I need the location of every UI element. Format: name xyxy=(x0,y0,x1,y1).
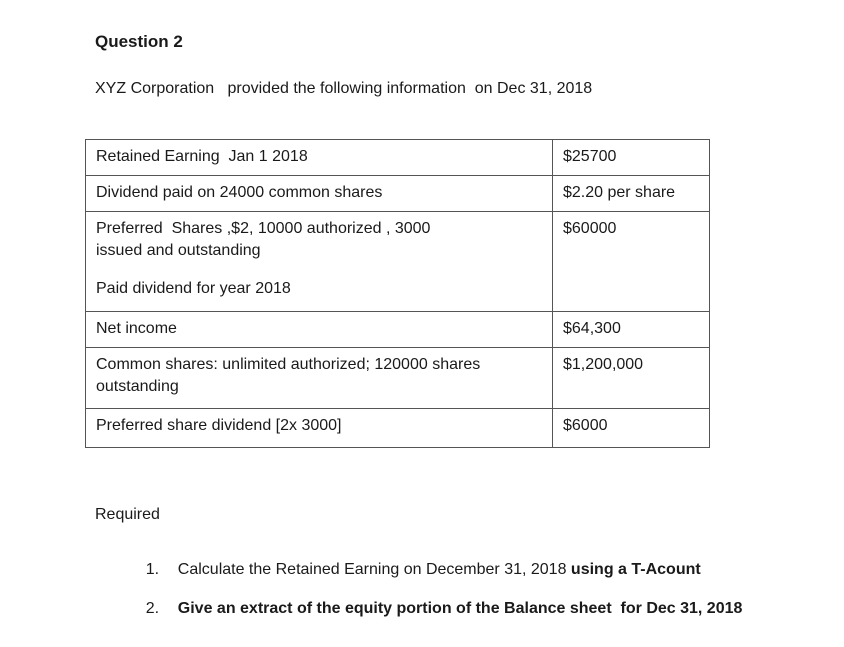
intro-text: XYZ Corporation provided the following information on Dec 31, 2018 xyxy=(95,80,593,97)
table-row xyxy=(86,176,710,212)
table-row xyxy=(86,212,710,312)
row-value: $6000 xyxy=(553,409,710,448)
item-bold-text: Give an extract of the equity portion of the Balance sheet for Dec 31, 2018 xyxy=(177,600,743,617)
row-description: Dividend paid on 24000 common shares xyxy=(96,184,383,201)
item-number: 2. xyxy=(145,600,160,617)
requirements-list xyxy=(128,543,742,621)
list-item xyxy=(128,543,742,582)
row-description-cell xyxy=(86,409,553,448)
table-row xyxy=(86,409,710,448)
table-row xyxy=(86,312,710,348)
row-description-extra: Paid dividend for year 2018 xyxy=(96,280,291,297)
item-bold-text: using a T-Acount xyxy=(570,561,701,578)
row-description: Preferred share dividend [2x 3000] xyxy=(96,417,342,434)
required-heading: Required xyxy=(95,506,160,523)
table-row xyxy=(86,140,710,176)
information-table xyxy=(85,139,710,448)
row-description-cell xyxy=(86,348,553,409)
row-description-cell xyxy=(86,140,553,176)
row-value: $60000 xyxy=(553,212,710,312)
table-row xyxy=(86,348,710,409)
row-description: Retained Earning Jan 1 2018 xyxy=(96,148,308,165)
list-item xyxy=(128,582,742,621)
row-description: Net income xyxy=(96,320,177,337)
row-value: $2.20 per share xyxy=(553,176,710,212)
row-description-cell xyxy=(86,312,553,348)
row-description-cell xyxy=(86,176,553,212)
row-description: Preferred Shares ,$2, 10000 authorized , 3000 issued and outstanding xyxy=(96,220,435,259)
row-description-cell xyxy=(86,212,553,312)
question-title: Question 2 xyxy=(95,32,183,51)
row-value: $64,300 xyxy=(553,312,710,348)
row-value: $25700 xyxy=(553,140,710,176)
item-number: 1. xyxy=(145,561,160,578)
row-description: Common shares: unlimited authorized; 120000 shares outstanding xyxy=(96,356,485,395)
row-value: $1,200,000 xyxy=(553,348,710,409)
item-text: Calculate the Retained Earning on December 31, 2018 xyxy=(177,561,571,578)
